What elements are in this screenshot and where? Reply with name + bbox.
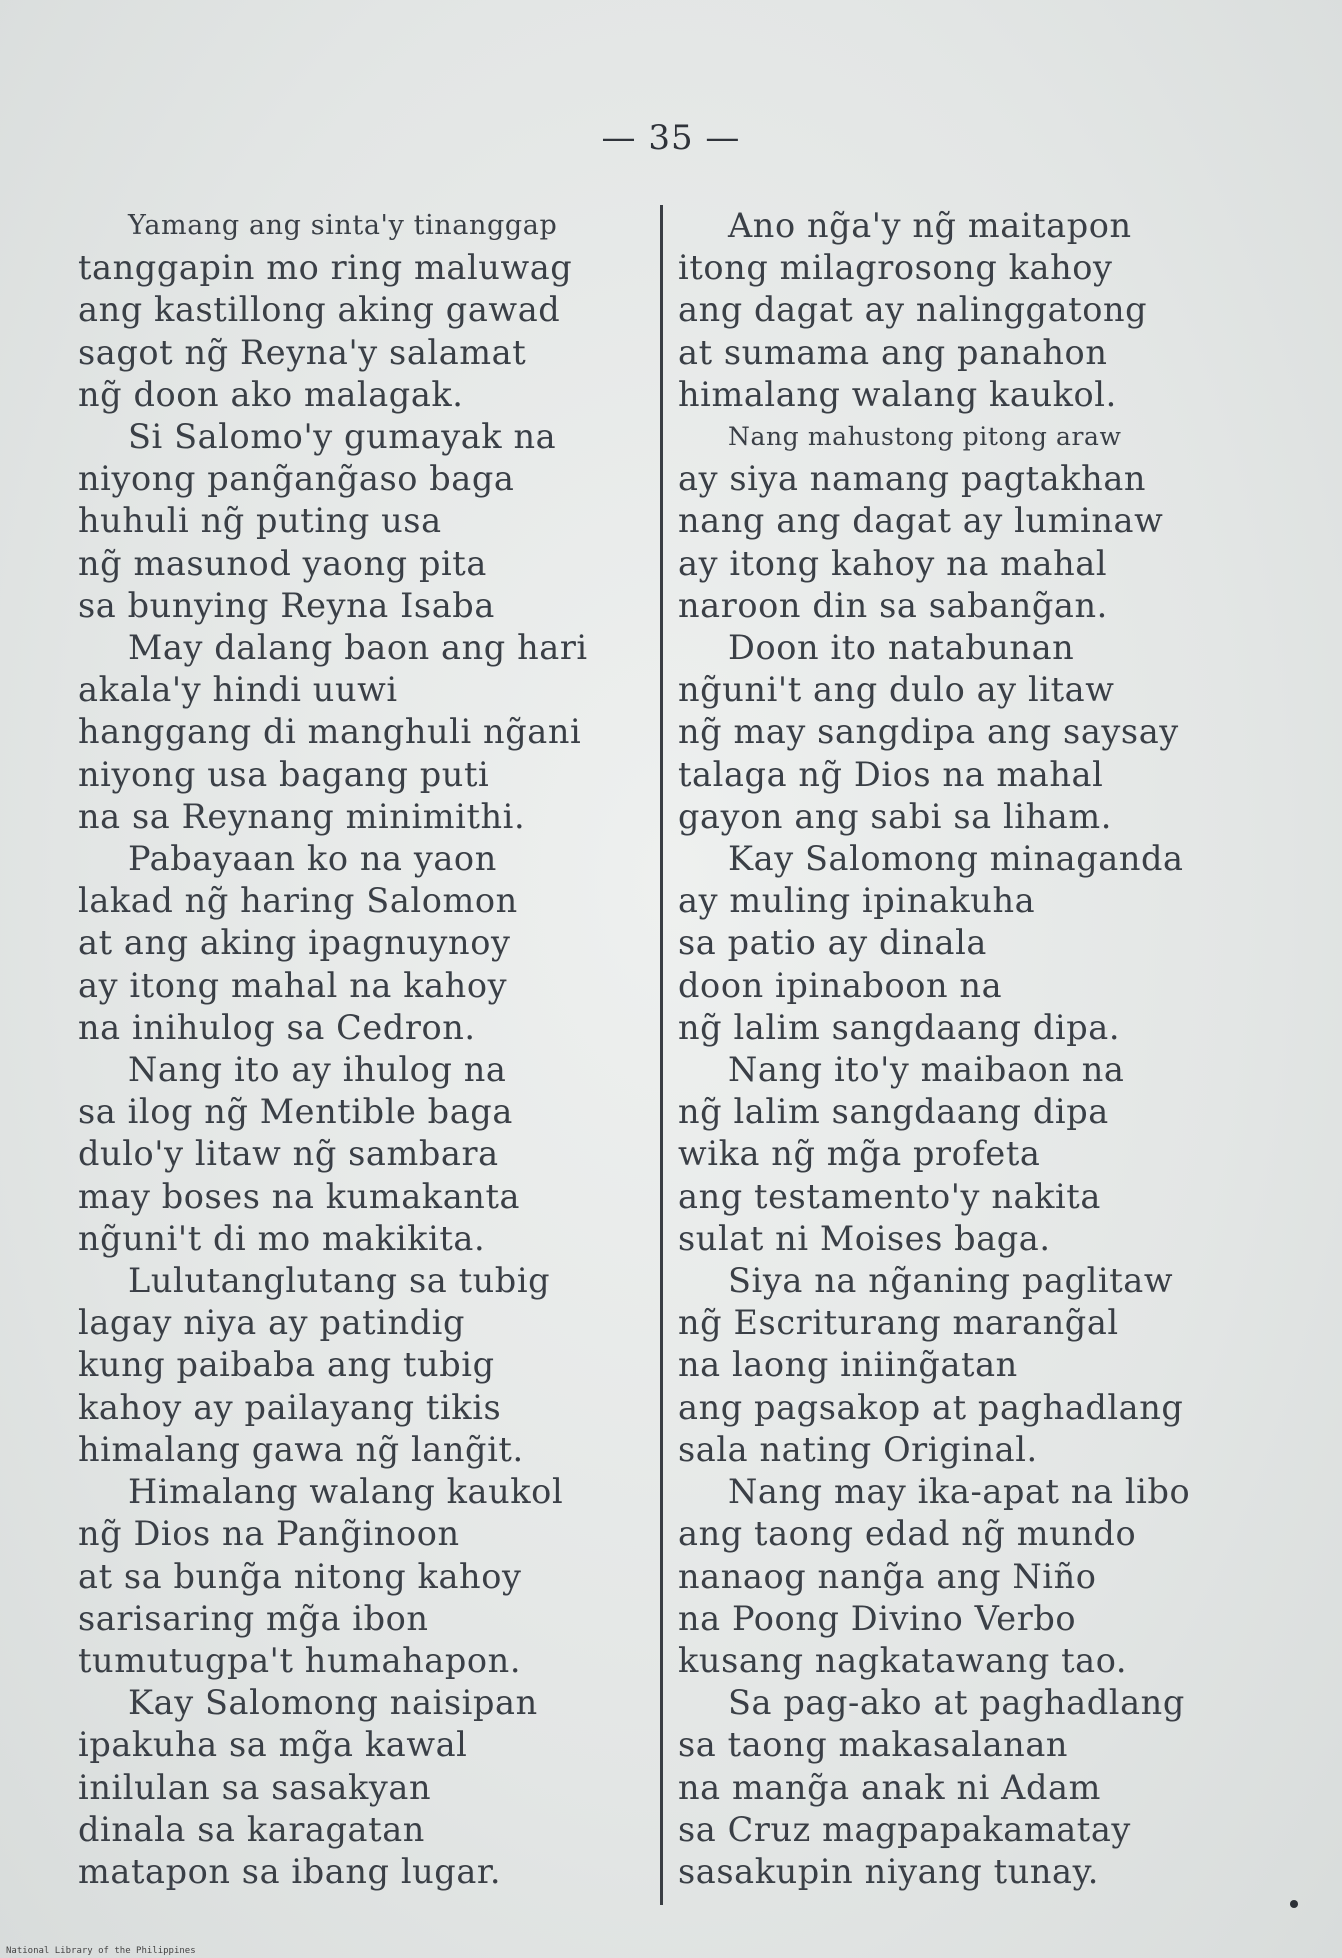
verse-line: nanaog nang̃a ang Niño [678,1556,1097,1596]
verse-line: na mang̃a anak ni Adam [678,1767,1101,1807]
verse-line: doon ipinaboon na [678,965,1003,1005]
verse-line: Doon ito natabunan [728,628,1075,668]
verse-line: Kay Salomong minaganda [728,839,1184,879]
verse-line: ay itong mahal na kahoy [78,965,508,1005]
verse-line: gayon ang sabi sa liham. [678,796,1112,836]
library-footer: National Library of the Philippines [6,1946,196,1956]
verse-line: sasakupin niyang tunay. [678,1851,1099,1891]
verse-line: Si Salomo'y gumayak na [128,417,557,457]
verse-line: himalang walang kaukol. [678,374,1117,414]
verse-line: Nang ito'y maibaon na [728,1050,1125,1090]
verse-line: Siya na ng̃aning paglitaw [728,1261,1174,1301]
stanza [78,1682,638,1893]
verse-line: Lulutanglutang sa tubig [128,1261,551,1301]
verse-line: Sa pag-ako at paghadlang [728,1683,1185,1723]
verse-line: ng̃ doon ako malagak. [78,374,464,414]
verse-line: sa patio ay dinala [678,923,987,963]
verse-line: na sa Reynang minimithi. [78,796,526,836]
stanza [78,205,638,416]
verse-line: ng̃ lalim sangdaang dipa. [678,1007,1121,1047]
verse-line: tanggapin mo ring maluwag [78,248,573,288]
stanza [78,838,638,1049]
verse-line: dulo'y litaw ng̃ sambara [78,1134,499,1174]
verse-line: ay muling ipinakuha [678,881,1036,921]
verse-line: sa ilog ng̃ Mentible baga [78,1092,513,1132]
verse-line: tumutugpa't humahapon. [78,1640,522,1680]
stanza [78,1260,638,1471]
verse-line: lagay niya ay patindig [78,1303,466,1343]
verse-line: kusang nagkatawang tao. [678,1640,1128,1680]
stanza [678,1260,1238,1471]
verse-line: na Poong Divino Verbo [678,1598,1077,1638]
verse-line: sulat ni Moises baga. [678,1218,1051,1258]
verse-line: dinala sa karagatan [78,1809,425,1849]
stanza [678,1471,1238,1682]
verse-line: sa Cruz magpapakamatay [678,1809,1131,1849]
verse-line: naroon din sa sabang̃an. [678,585,1108,625]
verse-line: at sumama ang panahon [678,332,1108,372]
verse-line: at sa bung̃a nitong kahoy [78,1556,522,1596]
verse-line: matapon sa ibang lugar. [78,1851,502,1891]
verse-line: ng̃ may sangdipa ang saysay [678,712,1179,752]
verse-line: wika ng̃ mg̃a profeta [678,1134,1041,1174]
verse-line: sala nating Original. [678,1429,1038,1469]
verse-line: ay itong kahoy na mahal [678,543,1108,583]
verse-line: May dalang baon ang hari [128,628,588,668]
verse-line: niyong pang̃ang̃aso baga [78,459,515,499]
verse-line: Yamang ang sinta'y tinanggap [128,210,558,241]
verse-line: talaga ng̃ Dios na mahal [678,754,1104,794]
verse-line: sagot ng̃ Reyna'y salamat [78,332,527,372]
stanza [678,1049,1238,1260]
right-poem-column [678,205,1238,1893]
verse-line: ipakuha sa mg̃a kawal [78,1725,468,1765]
verse-line: ng̃ Escriturang marang̃al [678,1303,1119,1343]
verse-line: ng̃uni't di mo makikita. [78,1218,486,1258]
verse-line: na laong iniing̃atan [678,1345,1018,1385]
verse-line: ang dagat ay nalinggatong [678,290,1148,330]
verse-line: huhuli ng̃ puting usa [78,501,442,541]
verse-line: ang kastillong aking gawad [78,290,561,330]
verse-line: ang pagsakop at paghadlang [678,1387,1184,1427]
stanza [78,627,638,838]
verse-line: Nang may ika-apat na libo [728,1472,1191,1512]
verse-line: Kay Salomong naisipan [128,1683,538,1723]
verse-line: himalang gawa ng̃ lang̃it. [78,1429,524,1469]
stanza [678,838,1238,1049]
left-poem-column [78,205,638,1893]
verse-line: Himalang walang kaukol [128,1472,564,1512]
verse-line: sarisaring mg̃a ibon [78,1598,429,1638]
verse-line: ay siya namang pagtakhan [678,459,1147,499]
verse-line: ng̃ Dios na Pang̃inoon [78,1514,460,1554]
verse-line: niyong usa bagang puti [78,754,490,794]
verse-line: at ang aking ipagnuynoy [78,923,511,963]
verse-line: Pabayaan ko na yaon [128,839,497,879]
stanza [678,205,1238,416]
verse-line: kung paibaba ang tubig [78,1345,495,1385]
verse-line: ang testamento'y nakita [678,1176,1101,1216]
verse-line: ang taong edad ng̃ mundo [678,1514,1137,1554]
verse-line: hanggang di manghuli ng̃ani [78,712,582,752]
stanza [78,1049,638,1260]
verse-line: kahoy ay pailayang tikis [78,1387,502,1427]
stanza [78,416,638,627]
verse-line: Nang ito ay ihulog na [128,1050,507,1090]
verse-line: Ano ng̃a'y ng̃ maitapon [728,206,1132,245]
verse-line: inilulan sa sasakyan [78,1767,432,1807]
stanza [678,1682,1238,1893]
verse-line: itong milagrosong kahoy [678,248,1113,288]
verse-line: nang ang dagat ay luminaw [678,501,1164,541]
page-number: — 35 — [601,118,741,158]
verse-line: may boses na kumakanta [78,1176,521,1216]
verse-line: lakad ng̃ haring Salomon [78,881,518,921]
verse-line: ng̃ lalim sangdaang dipa [678,1092,1109,1132]
stanza [678,627,1238,838]
ink-speck [1290,1900,1298,1908]
verse-line: Nang mahustong pitong araw [728,422,1122,452]
stanza [78,1471,638,1682]
verse-line: ng̃uni't ang dulo ay litaw [678,670,1115,710]
verse-line: na inihulog sa Cedron. [78,1007,476,1047]
verse-line: sa taong makasalanan [678,1725,1069,1765]
verse-line: ng̃ masunod yaong pita [78,543,487,583]
column-divider [660,205,663,1905]
stanza [678,416,1238,627]
verse-line: akala'y hindi uuwi [78,670,398,710]
verse-line: sa bunying Reyna Isaba [78,585,495,625]
